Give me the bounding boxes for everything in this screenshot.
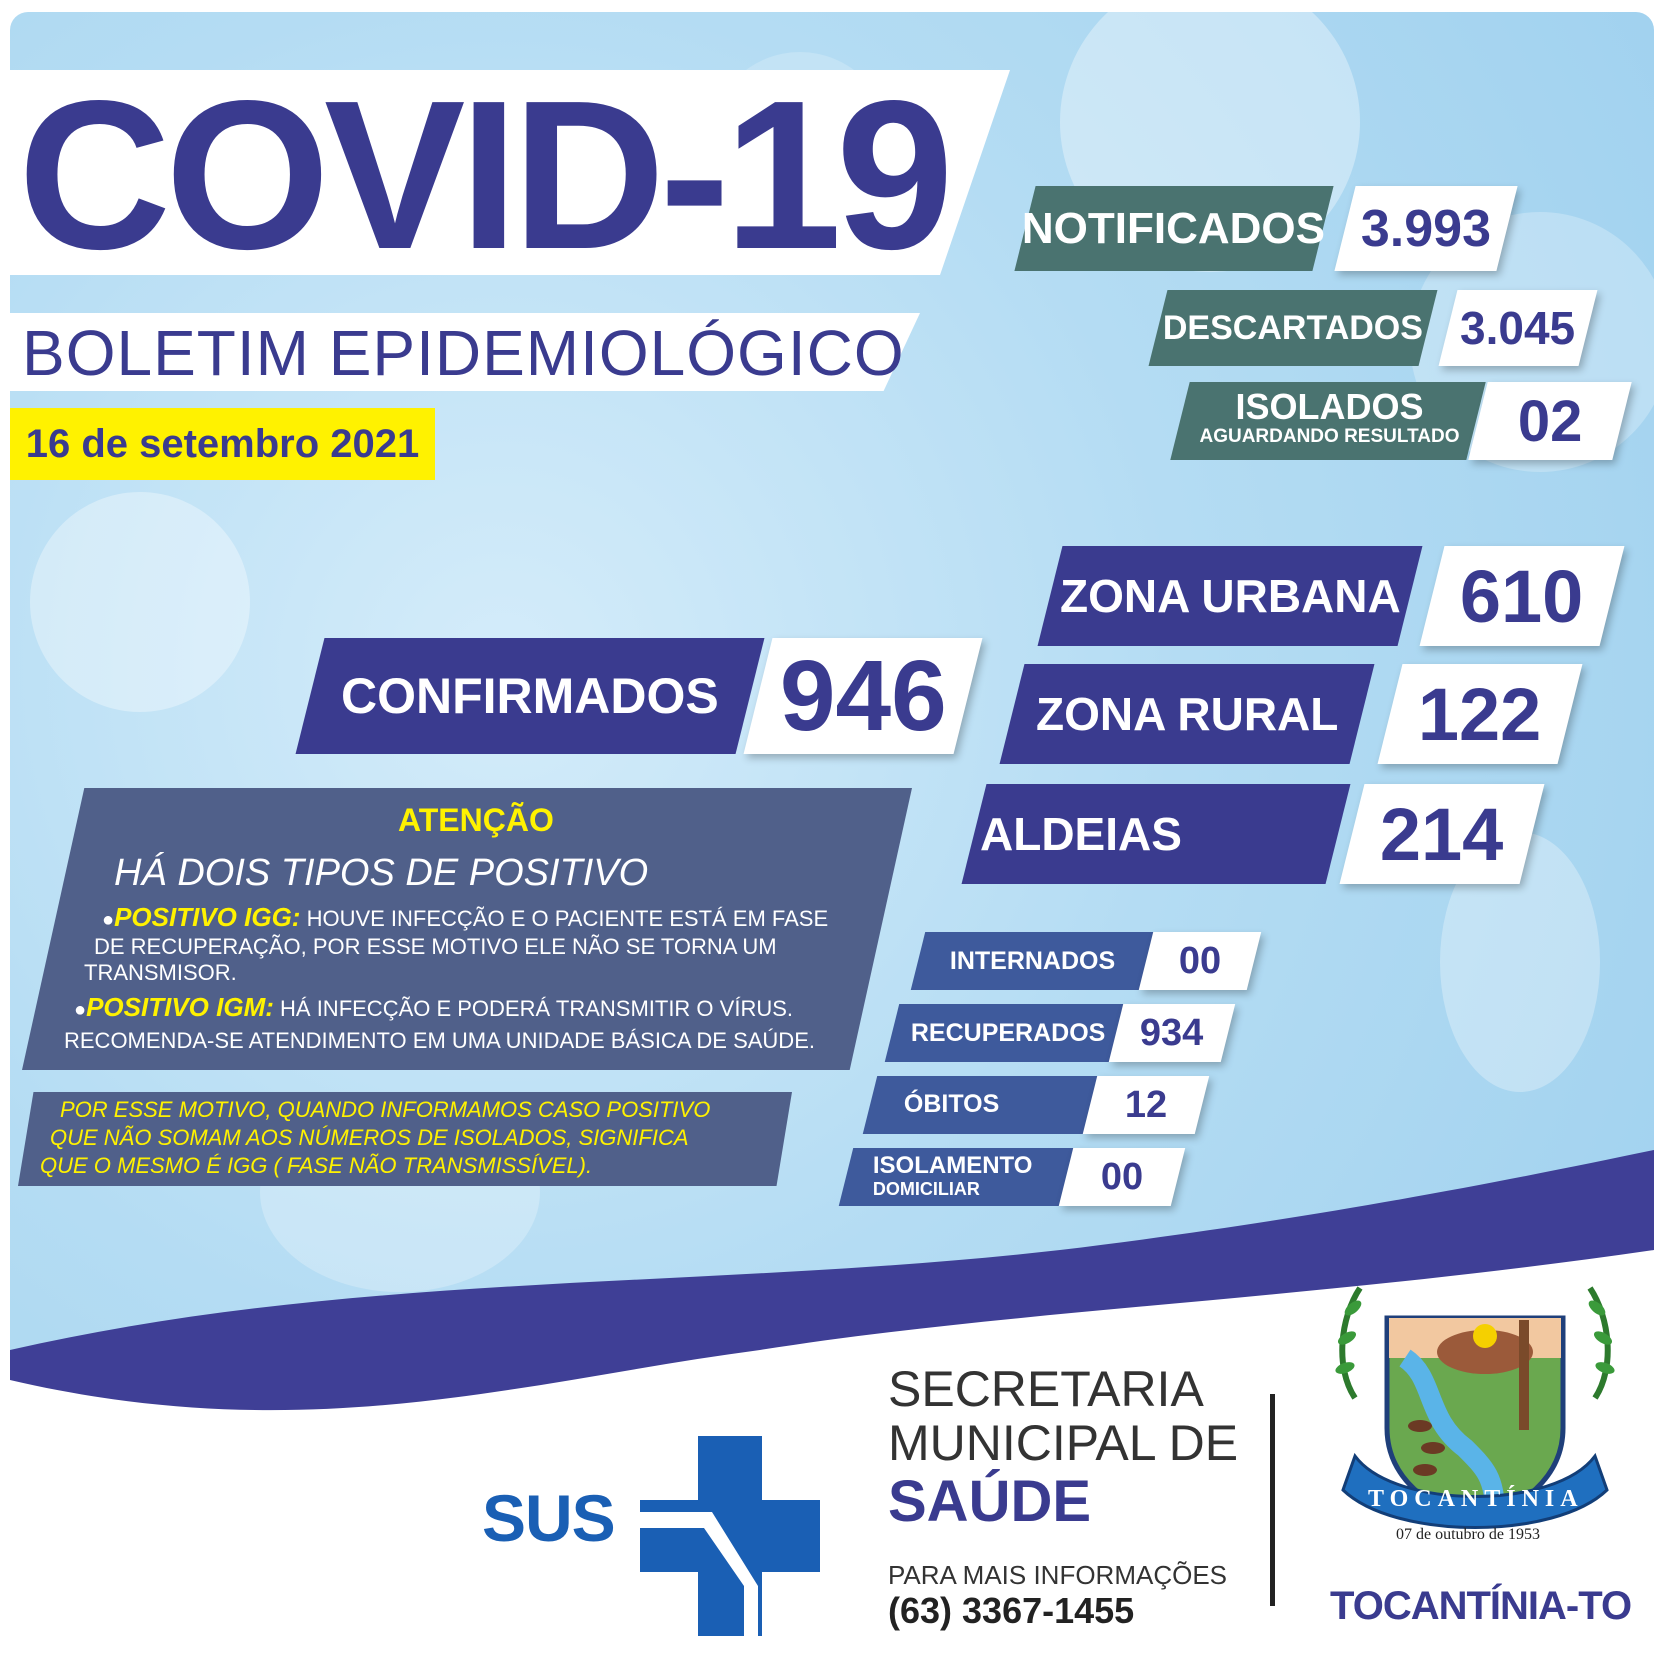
phone-number: (63) 3367-1455 [888, 1590, 1135, 1631]
descartados-value: 3.045 [1460, 302, 1576, 354]
obitos-value-box [1083, 1076, 1209, 1134]
isolados-value-box [1468, 382, 1631, 460]
aldeias-label: ALDEIAS [980, 808, 1182, 860]
internados-value-box [1139, 932, 1261, 990]
igg-line [102, 902, 828, 933]
zona-urbana-label-box [1038, 546, 1423, 646]
city-name: TOCANTÍNIA-TO [1330, 1584, 1632, 1628]
isolamento-sublabel: DOMICILIAR [872, 1179, 980, 1199]
notificados-label: NOTIFICADOS [1022, 203, 1326, 253]
zona-urbana-label: ZONA URBANA [1059, 570, 1401, 622]
obitos-label: ÓBITOS [903, 1090, 1000, 1118]
note-text [40, 1096, 710, 1180]
isolados-label-box [1170, 382, 1485, 460]
crest-name: TOCANTÍNIA [1368, 1486, 1584, 1512]
notificados-label-box [1014, 186, 1333, 271]
aldeias-value-box [1340, 784, 1545, 884]
sus-text: SUS [482, 1481, 615, 1555]
sus-cross-icon [640, 1436, 820, 1636]
igg-label: POSITIVO IGG: [114, 902, 301, 932]
bullet-icon: ● [74, 999, 87, 1021]
zona-rural-label-box [1000, 664, 1375, 764]
internados-label-box [911, 932, 1155, 990]
obitos-value: 12 [1124, 1083, 1168, 1126]
secretaria-line-2: MUNICIPAL DE [888, 1415, 1239, 1471]
date-badge [10, 408, 435, 480]
notificados-value: 3.993 [1360, 199, 1492, 258]
recuperados-value-box [1109, 1004, 1235, 1062]
isolamento-label: ISOLAMENTO [872, 1152, 1033, 1179]
confirmados-value-box [744, 638, 983, 754]
igg-text-2: DE RECUPERAÇÃO, POR ESSE MOTIVO ELE NÃO SE TORNA UM [94, 934, 777, 959]
igm-line [74, 992, 793, 1023]
confirmados-label: CONFIRMADOS [341, 668, 719, 724]
crest-date: 07 de outubro de 1953 [1396, 1526, 1540, 1543]
recuperados-value: 934 [1140, 1011, 1204, 1054]
obitos-label-box [863, 1076, 1105, 1134]
igg-text-1: HOUVE INFECÇÃO E O PACIENTE ESTÁ EM FASE [306, 906, 829, 931]
zona-rural-label: ZONA RURAL [1035, 688, 1339, 740]
divider [1270, 1394, 1275, 1606]
recuperados-label: RECUPERADOS [910, 1018, 1106, 1047]
descartados-label-box [1149, 290, 1438, 366]
igm-text-1: HÁ INFECÇÃO E PODERÁ TRANSMITIR O VÍRUS. [280, 996, 794, 1021]
secretaria-line-3: SAÚDE [888, 1469, 1092, 1534]
zona-urbana-value: 610 [1460, 554, 1584, 638]
note-line-2: QUE NÃO SOMAM AOS NÚMEROS DE ISOLADOS, SIGNIFICA [50, 1125, 689, 1150]
note-line-3: QUE O MESMO É IGG ( FASE NÃO TRANSMISSÍVEL). [40, 1153, 593, 1178]
igg-text-3: TRANSMISOR. [84, 960, 237, 985]
attention-heading: HÁ DOIS TIPOS DE POSITIVO [114, 852, 649, 894]
descartados-value-box [1439, 290, 1598, 366]
isolados-sublabel: AGUARDANDO RESULTADO [1199, 426, 1460, 447]
zona-rural-value: 122 [1418, 672, 1542, 756]
aldeias-label-box [962, 784, 1351, 884]
report-date: 16 de setembro 2021 [25, 421, 420, 466]
secretaria-block [888, 1362, 1238, 1534]
confirmados-value: 946 [779, 639, 947, 752]
isolamento-value: 00 [1100, 1155, 1144, 1198]
descartados-label: DESCARTADOS [1162, 308, 1424, 347]
isolados-value: 02 [1517, 388, 1583, 454]
internados-value: 00 [1178, 939, 1222, 982]
isolamento-label-box [839, 1148, 1075, 1206]
virus-decoration [30, 492, 250, 712]
zona-rural-value-box [1378, 664, 1583, 764]
note-line-1: POR ESSE MOTIVO, QUANDO INFORMAMOS CASO POSITIVO [60, 1097, 711, 1122]
internados-label: INTERNADOS [950, 946, 1116, 975]
igm-text-2: RECOMENDA-SE ATENDIMENTO EM UMA UNIDADE BÁSICA DE SAÚDE. [64, 1028, 815, 1053]
bullet-icon: ● [102, 909, 115, 931]
igm-label: POSITIVO IGM: [86, 992, 274, 1022]
aldeias-value: 214 [1380, 792, 1504, 876]
page-title: COVID-19 [18, 56, 948, 293]
isolamento-value-box [1059, 1148, 1185, 1206]
attention-title: ATENÇÃO [398, 802, 554, 838]
page-subtitle: BOLETIM EPIDEMIOLÓGICO [22, 317, 905, 389]
zona-urbana-value-box [1420, 546, 1625, 646]
info-label: PARA MAIS INFORMAÇÕES [888, 1560, 1228, 1590]
confirmados-label-box [296, 638, 765, 754]
isolados-label: ISOLADOS [1235, 386, 1424, 427]
recuperados-label-box [885, 1004, 1131, 1062]
secretaria-line-1: SECRETARIA [888, 1361, 1204, 1417]
notificados-value-box [1334, 186, 1517, 271]
